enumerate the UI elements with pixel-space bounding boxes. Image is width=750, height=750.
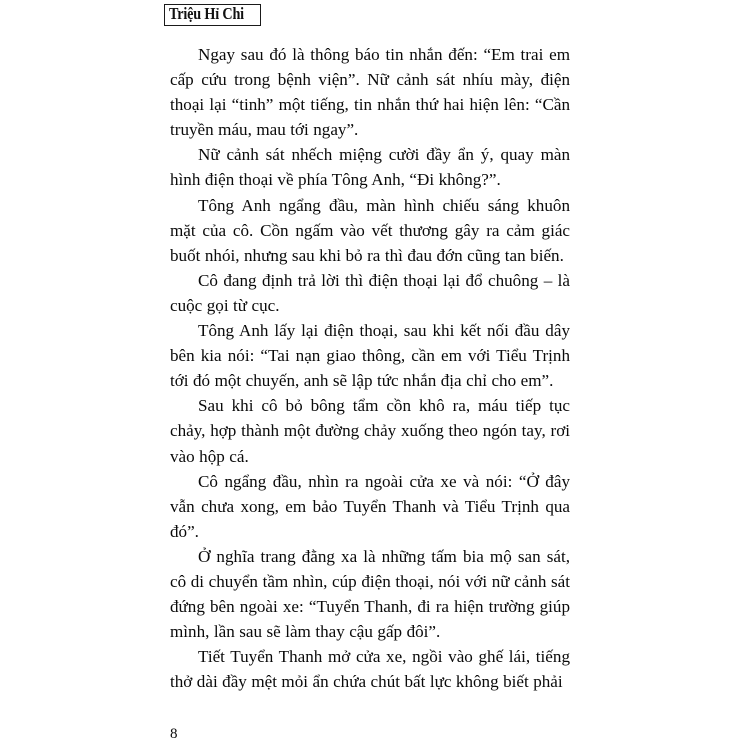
running-head xyxy=(164,4,261,26)
page-number: 8 xyxy=(170,726,178,742)
paragraph: Tông Anh ngẩng đầu, màn hình chiếu sáng khuôn mặt của cô. Cồn ngấm vào vết thương gây ra cảm giác buốt nhói, nhưng sau khi bỏ ra thì đau đớn cũng tan biến. xyxy=(170,195,570,265)
running-head-title: Triệu Hỉ Chi xyxy=(169,4,244,23)
paragraph: Cô đang định trả lời thì điện thoại lại đổ chuông – là cuộc gọi từ cục. xyxy=(170,270,570,315)
paragraph: Tiết Tuyển Thanh mở cửa xe, ngồi vào ghế lái, tiếng thở dài đầy mệt mỏi ẩn chứa chút bất lực không biết phải xyxy=(170,647,570,692)
paragraph: Ngay sau đó là thông báo tin nhắn đến: “Em trai em cấp cứu trong bệnh viện”. Nữ cảnh sát nhíu mày, điện thoại lại “tinh” một tiếng, tin nhắn thứ hai hiện lên: “Cần truyền máu, mau tới ngay”. xyxy=(170,45,570,140)
paragraph: Sau khi cô bỏ bông tẩm cồn khô ra, máu tiếp tục chảy, hợp thành một đường chảy xuống theo ngón tay, rơi vào hộp cá. xyxy=(170,396,570,466)
paragraph: Tông Anh lấy lại điện thoại, sau khi kết nối đầu dây bên kia nói: “Tai nạn giao thông, cần em với Tiểu Trịnh tới đó một chuyến, anh sẽ lập tức nhắn địa chỉ cho em”. xyxy=(170,321,570,391)
paragraph: Nữ cảnh sát nhếch miệng cười đầy ẩn ý, quay màn hình điện thoại về phía Tông Anh, “Đi không?”. xyxy=(170,145,570,190)
paragraph: Cô ngẩng đầu, nhìn ra ngoài cửa xe và nói: “Ở đây vẫn chưa xong, em bảo Tuyển Thanh và Tiểu Trịnh qua đó”. xyxy=(170,471,570,541)
paragraph: Ở nghĩa trang đằng xa là những tấm bia mộ san sát, cô di chuyển tầm nhìn, cúp điện thoại, nói với nữ cảnh sát đứng bên ngoài xe: “Tuyển Thanh, đi ra hiện trường giúp mình, lần sau sẽ làm thay cậu gấp đôi”. xyxy=(170,546,570,642)
body-text-block xyxy=(170,42,570,694)
